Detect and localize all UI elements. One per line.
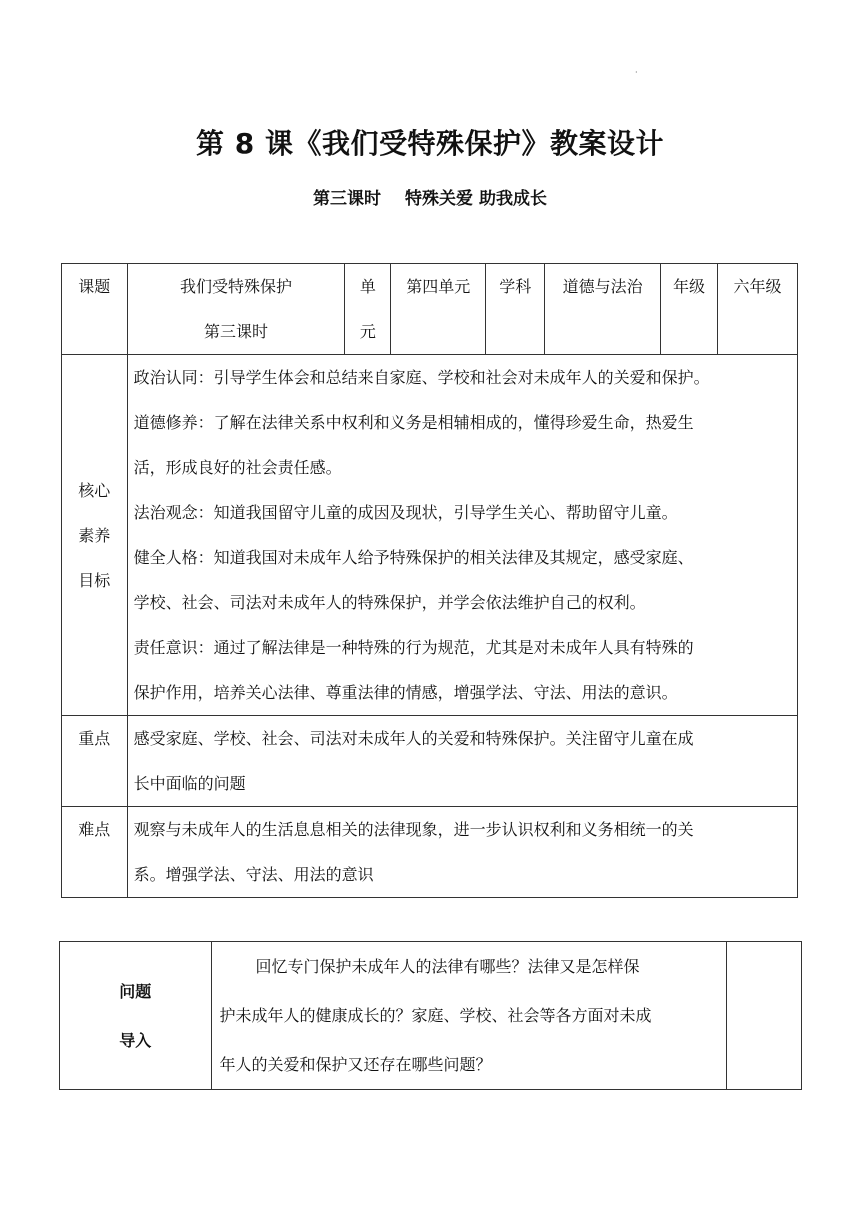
table-row <box>62 807 798 898</box>
core-goal-line: 健全人格：知道我国对未成年人给予特殊保护的相关法律及其规定，感受家庭、 <box>133 548 694 567</box>
core-goal-line: 道德修养：了解在法律关系中权利和义务是相辅相成的，懂得珍爱生命，热爱生 <box>133 413 694 432</box>
key-points-cell <box>127 716 797 807</box>
intro-question-cell <box>211 942 727 1090</box>
intro-question-line: 回忆专门保护未成年人的法律有哪些？法律又是怎样保 <box>255 957 640 976</box>
unit-value-cell <box>391 264 486 355</box>
key-point-line: 感受家庭、学校、社会、司法对未成年人的关爱和特殊保护。关注留守儿童在成 <box>133 729 694 748</box>
grade-label-cell <box>661 264 718 355</box>
intro-label-line1: 问题 <box>119 981 152 1001</box>
key-label: 重点 <box>78 729 111 748</box>
grade-label: 年级 <box>673 277 706 296</box>
table-row <box>62 264 798 355</box>
table-row <box>62 355 798 716</box>
grade-value: 六年级 <box>733 277 782 296</box>
unit-label-cell <box>345 264 391 355</box>
intro-empty-cell <box>727 942 802 1090</box>
page-subtitle <box>0 184 860 209</box>
corner-mark: · <box>635 68 638 77</box>
table-row <box>60 942 802 1090</box>
table-row <box>62 716 798 807</box>
core-goal-line: 学校、社会、司法对未成年人的特殊保护，并学会依法维护自己的权利。 <box>133 593 646 612</box>
key-label-cell <box>62 716 128 807</box>
subtitle-theme: 特殊关爱 助我成长 <box>405 189 547 209</box>
topic-label-cell <box>62 264 128 355</box>
topic-label: 课题 <box>78 277 111 296</box>
subject-value: 道德与法治 <box>562 277 643 296</box>
unit-label-line1: 单 <box>359 277 376 296</box>
difficulty-label: 难点 <box>78 820 111 839</box>
core-goal-line: 责任意识：通过了解法律是一种特殊的行为规范，尤其是对未成年人具有特殊的 <box>133 638 694 657</box>
difficulty-label-cell <box>62 807 128 898</box>
core-label-cell <box>62 355 128 716</box>
unit-label-line2: 元 <box>359 322 376 341</box>
intro-question-line: 护未成年人的健康成长的？家庭、学校、社会等各方面对未成 <box>219 1006 652 1025</box>
core-goal-line: 政治认同：引导学生体会和总结来自家庭、学校和社会对未成年人的关爱和保护。 <box>133 368 710 387</box>
page-title: 第 8 课《我们受特殊保护》教案设计 <box>196 127 664 160</box>
lesson-info-table <box>61 263 798 898</box>
topic-value-line2: 第三课时 <box>204 322 269 341</box>
intro-question-line: 年人的关爱和保护又还存在哪些问题？ <box>219 1055 492 1074</box>
intro-label-cell <box>60 942 212 1090</box>
subject-label: 学科 <box>499 277 532 296</box>
topic-value-line1: 我们受特殊保护 <box>180 277 293 296</box>
core-goal-line: 保护作用，培养关心法律、尊重法律的情感，增强学法、守法、用法的意识。 <box>133 683 678 702</box>
intro-table <box>59 941 802 1090</box>
core-label-line3: 目标 <box>78 570 111 590</box>
intro-label-line2: 导入 <box>119 1030 152 1050</box>
grade-value-cell <box>718 264 798 355</box>
core-goals-cell <box>127 355 797 716</box>
core-goal-line: 法治观念：知道我国留守儿童的成因及现状，引导学生关心、帮助留守儿童。 <box>133 503 678 522</box>
unit-value: 第四单元 <box>406 277 471 296</box>
subject-value-cell <box>545 264 661 355</box>
subject-label-cell <box>486 264 545 355</box>
subtitle-lesson: 第三课时 <box>313 189 382 209</box>
core-goal-line: 活，形成良好的社会责任感。 <box>133 458 342 477</box>
difficulty-line: 观察与未成年人的生活息息相关的法律现象，进一步认识权利和义务相统一的关 <box>133 820 694 839</box>
difficulty-cell <box>127 807 797 898</box>
topic-value-cell <box>127 264 345 355</box>
difficulty-line: 系。增强学法、守法、用法的意识 <box>133 865 374 884</box>
key-point-line: 长中面临的问题 <box>133 774 246 793</box>
core-label-line2: 素养 <box>78 525 111 545</box>
core-label-line1: 核心 <box>78 480 111 500</box>
